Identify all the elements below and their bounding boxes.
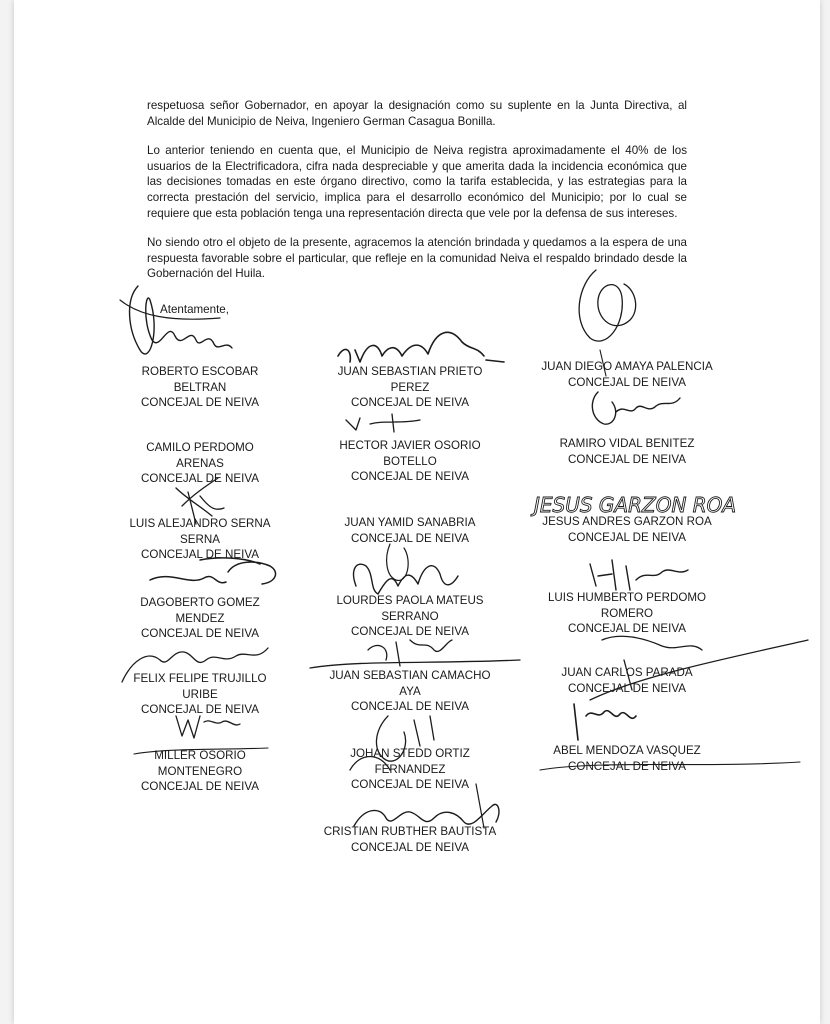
signatory-name: FELIX FELIPE TRUJILLO bbox=[133, 672, 267, 685]
signatory-name: RAMIRO VIDAL BENITEZ bbox=[559, 437, 695, 450]
signatory-title: CONCEJAL DE NEIVA bbox=[141, 627, 259, 640]
signatory-title: CONCEJAL DE NEIVA bbox=[141, 396, 259, 409]
signatory-block bbox=[522, 665, 732, 696]
signatory-name: DAGOBERTO GOMEZ bbox=[140, 596, 260, 609]
signatory-title: CONCEJAL DE NEIVA bbox=[568, 681, 686, 695]
paragraph-3: No siendo otro el objeto de la presente, agracemos la atención brindada y quedamos a la espera de una respuesta favorable sobre el particular, que refleje en la comunidad Neiva el respaldo brindado desde la Gobernación del Huila. bbox=[147, 236, 687, 281]
signatory-block bbox=[522, 514, 732, 545]
signatory-title: CONCEJAL DE NEIVA bbox=[568, 530, 686, 544]
signatory-name-line2: MONTENEGRO bbox=[157, 764, 243, 778]
signatory-title: CONCEJAL DE NEIVA bbox=[351, 470, 469, 483]
signatory-name: JOHAN STEDD ORTIZ bbox=[350, 747, 470, 760]
signatory-block bbox=[305, 438, 515, 485]
signatory-name: MILLER OSORIO bbox=[154, 749, 246, 762]
signatory-name: LOURDES PAOLA MATEUS bbox=[336, 594, 484, 607]
signatory-block bbox=[305, 668, 515, 715]
signatory-title: CONCEJAL DE NEIVA bbox=[568, 375, 686, 389]
signatory-title: CONCEJAL DE NEIVA bbox=[141, 548, 259, 561]
signatory-title: CONCEJAL DE NEIVA bbox=[351, 778, 469, 791]
signatory-title: CONCEJAL DE NEIVA bbox=[351, 396, 469, 409]
signatory-block bbox=[305, 824, 515, 855]
signatory-block bbox=[305, 364, 515, 411]
signatory-block bbox=[95, 440, 305, 487]
signatory-title: CONCEJAL DE NEIVA bbox=[141, 472, 259, 485]
signatory-block bbox=[95, 595, 305, 642]
signatory-title: CONCEJAL DE NEIVA bbox=[351, 531, 469, 545]
signatory-name: ABEL MENDOZA VASQUEZ bbox=[553, 744, 701, 757]
paragraph-2: Lo anterior teniendo en cuenta que, el Municipio de Neiva registra aproximadamente el 40% de los usuarios de la Electrificadora, cifra nada despreciable y que amerita dada la incidencia económica que las decisiones tomadas en este órgano directivo, como la tarifa establecida, y las estrategias para la correcta prestación del servicio, implica para el desarrollo económico del Municipio; por lo cual se requiere que esta población tenga una representación directa que vele por la defensa de sus intereses. bbox=[147, 144, 687, 220]
signatory-block bbox=[305, 515, 515, 546]
signatory-name-line2: SERNA bbox=[180, 532, 220, 546]
signatory-name-line2: BELTRAN bbox=[173, 380, 227, 394]
signatory-name-line2: URIBE bbox=[182, 687, 218, 701]
paragraph-1: respetuosa señor Gobernador, en apoyar la designación como su suplente en la Junta Directiva, al Alcalde del Municipio de Neiva, Ingeniero German Casagua Bonilla. bbox=[147, 99, 687, 128]
signatory-block bbox=[305, 593, 515, 640]
signatory-name: JUAN CARLOS PARADA bbox=[561, 666, 693, 679]
signatory-block bbox=[522, 743, 732, 774]
signatory-name: JUAN DIEGO AMAYA PALENCIA bbox=[541, 360, 713, 373]
signatory-name-line2: ROMERO bbox=[600, 606, 654, 620]
signatory-block bbox=[305, 746, 515, 793]
signatory-block bbox=[95, 671, 305, 718]
signatory-name-line2: PEREZ bbox=[390, 380, 430, 394]
signatory-name: LUIS HUMBERTO PERDOMO bbox=[547, 591, 707, 604]
signatory-name: CAMILO PERDOMO bbox=[146, 441, 254, 454]
letter-body bbox=[147, 98, 687, 296]
signatory-name: ROBERTO ESCOBAR bbox=[141, 365, 259, 378]
signatory-name: JUAN SEBASTIAN PRIETO bbox=[337, 365, 483, 378]
signatory-block bbox=[95, 364, 305, 411]
signatory-title: CONCEJAL DE NEIVA bbox=[351, 700, 469, 713]
signatory-block bbox=[522, 436, 732, 467]
signatory-block bbox=[522, 590, 732, 637]
garzon-handwritten-name: JESUS GARZON ROA bbox=[534, 493, 737, 517]
signatory-name-line2: SERRANO bbox=[381, 609, 439, 623]
signatory-title: CONCEJAL DE NEIVA bbox=[351, 625, 469, 638]
signatory-name-line2: ARENAS bbox=[176, 456, 224, 470]
signatory-block bbox=[95, 516, 305, 563]
signatory-title: CONCEJAL DE NEIVA bbox=[568, 759, 686, 773]
signatory-title: CONCEJAL DE NEIVA bbox=[141, 703, 259, 716]
signatory-name-line2: AYA bbox=[399, 684, 421, 698]
signatory-title: CONCEJAL DE NEIVA bbox=[568, 452, 686, 466]
closing-salutation: Atentamente, bbox=[160, 303, 229, 316]
signatory-title: CONCEJAL DE NEIVA bbox=[351, 840, 469, 854]
signatory-block bbox=[522, 359, 732, 390]
signatory-name: JUAN YAMID SANABRIA bbox=[344, 516, 476, 529]
signatory-name-line2: FERNANDEZ bbox=[374, 762, 446, 776]
signatory-block bbox=[95, 748, 305, 795]
signatory-name: HECTOR JAVIER OSORIO bbox=[339, 439, 481, 452]
signatory-name: CRISTIAN RUBTHER BAUTISTA bbox=[323, 825, 497, 838]
signatory-name: JESUS ANDRES GARZON ROA bbox=[542, 515, 712, 528]
signatory-name: JUAN SEBASTIAN CAMACHO bbox=[329, 669, 491, 682]
signatory-name-line2: BOTELLO bbox=[383, 454, 437, 468]
signatory-name: LUIS ALEJANDRO SERNA bbox=[129, 517, 271, 530]
signatory-title: CONCEJAL DE NEIVA bbox=[568, 622, 686, 635]
signatory-title: CONCEJAL DE NEIVA bbox=[141, 780, 259, 793]
signatory-name-line2: MENDEZ bbox=[175, 611, 225, 625]
